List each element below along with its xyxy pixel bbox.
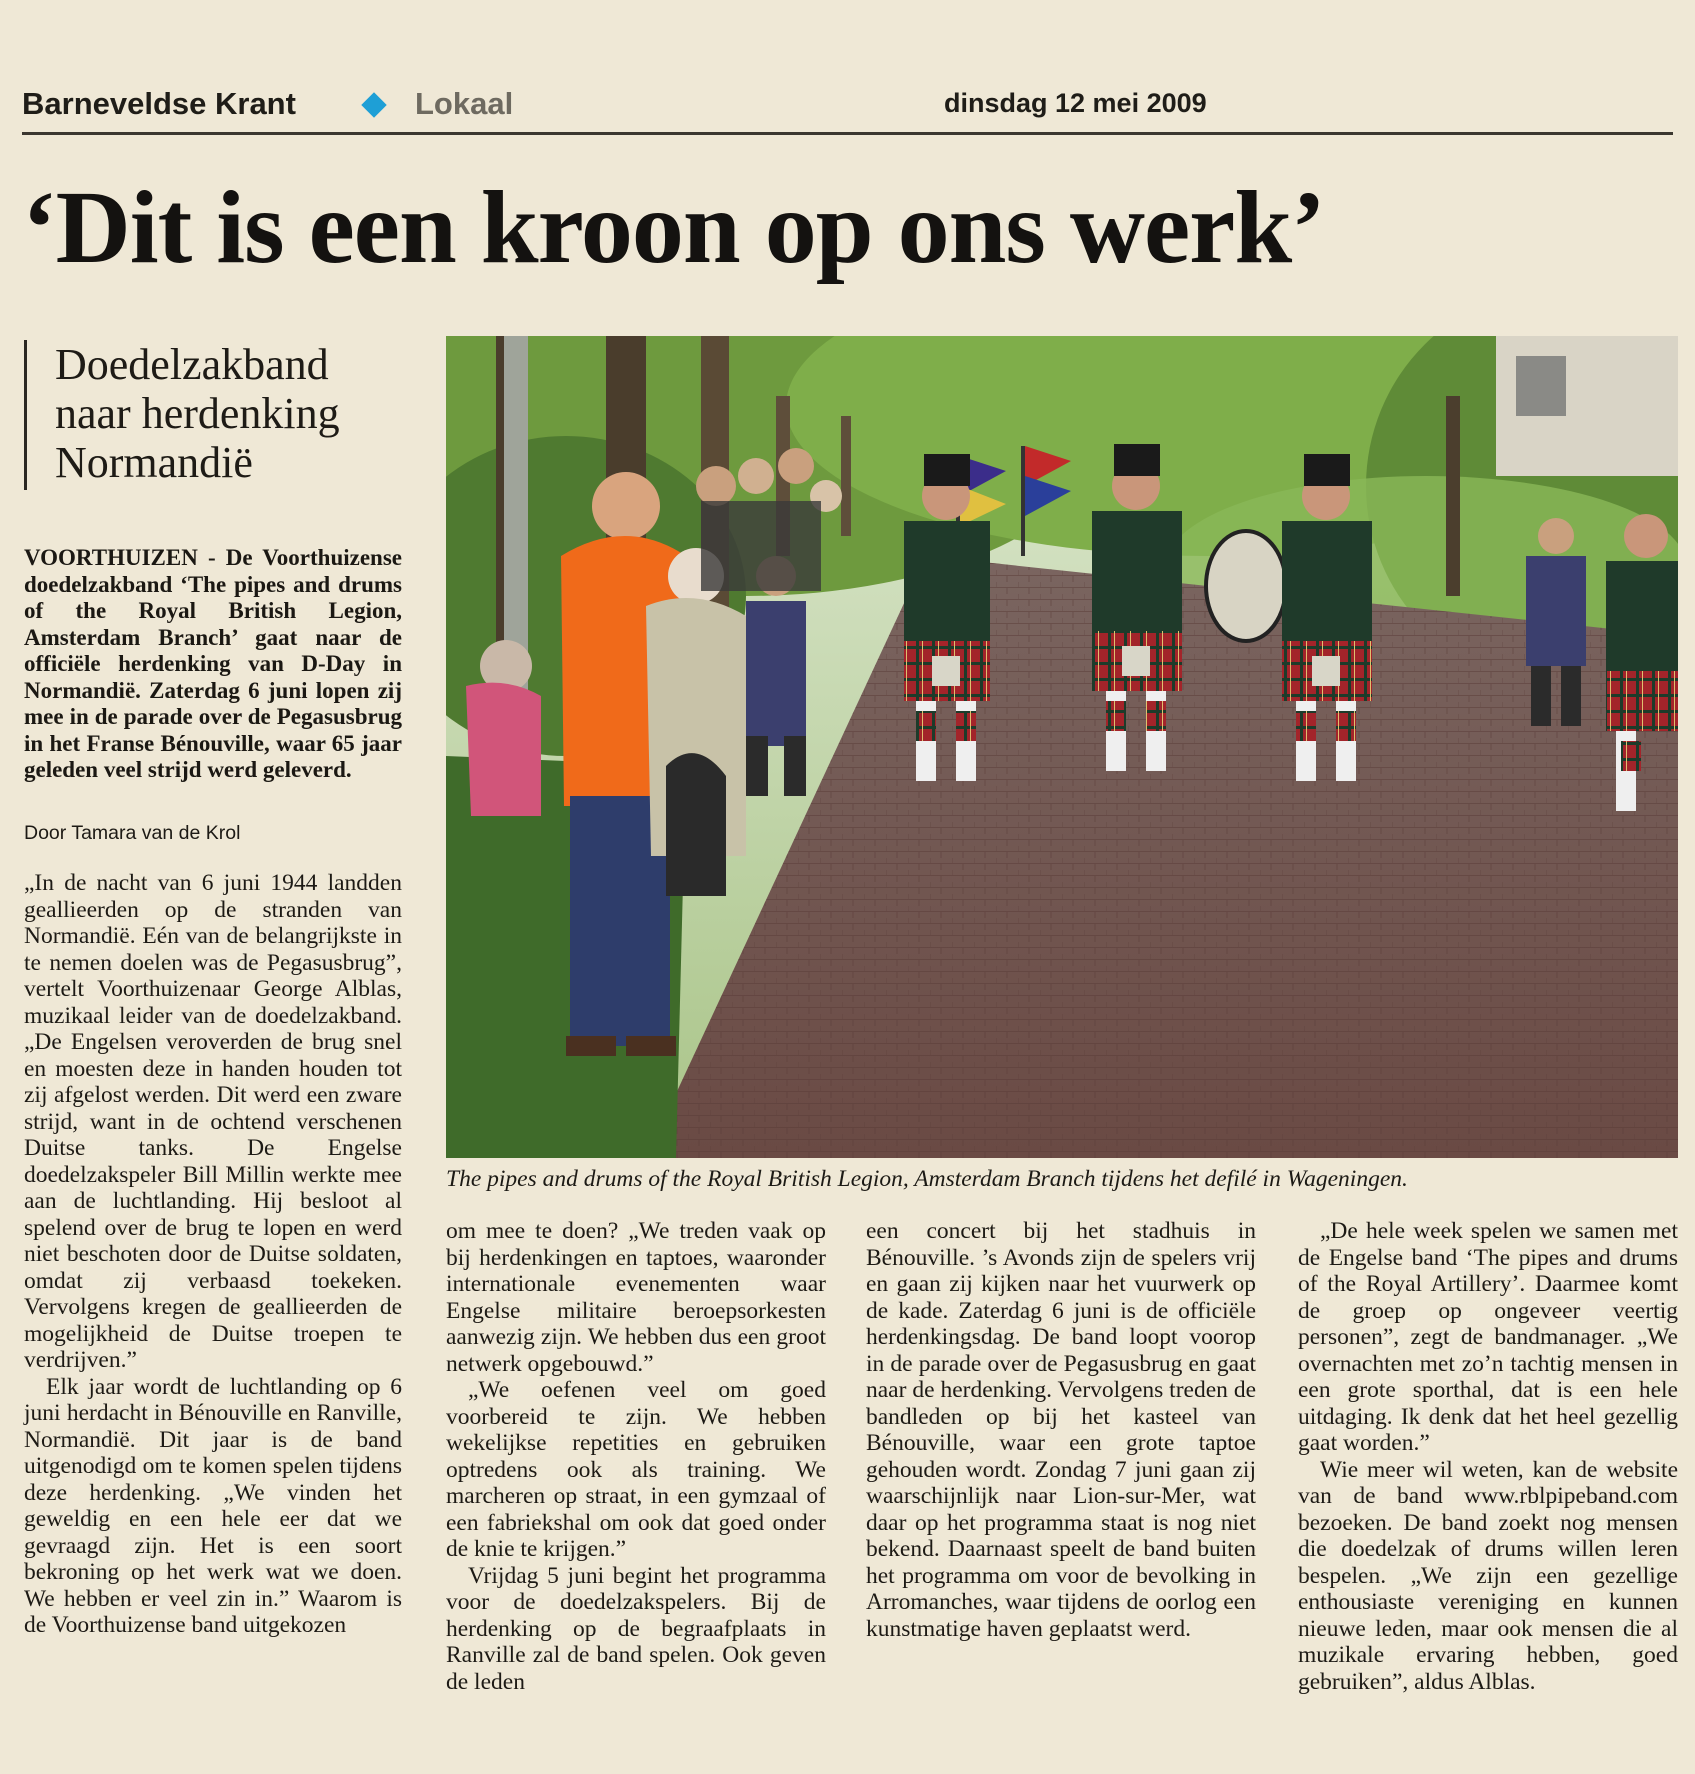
body-paragraph: „In de nacht van 6 juni 1944 landden geallieerden op de stranden van Normandië. Eén van de belangrijkste in te nemen doelen was de Pegasusbrug”, vertelt Voorthuizenaar George Alblas, muzikaal leider van de doedelzakband. „De Engelsen veroverden de brug snel en moesten deze in handen houden tot zij afgelost werden. Dit werd een zware strijd, want in de ochtend verschenen Duitse tanks. De Engelse doedelzakspeler Bill Millin werkte mee aan de luchtlanding. Hij besloot al spelend over de brug te lopen en werd niet beschoten door de Duitse soldaten, omdat zij verbaasd toekeken. Vervolgens kregen de geallieerden de mogelijkheid de Duitse troepen te verdrijven.” bbox=[24, 870, 402, 1373]
diamond-icon bbox=[361, 92, 386, 117]
byline: Door Tamara van de Krol bbox=[24, 822, 241, 844]
body-paragraph: „De hele week spelen we samen met de Engelse band ‘The pipes and drums of the Royal Artillery’. Daarmee komt de groep op ongeveer veertig personen”, zegt de bandmanager. „We overnachten met zo’n tachtig mensen in een grote sporthal, dat is een hele uitdaging. Ik denk dat het heel gezellig gaat worden.” bbox=[1298, 1218, 1678, 1456]
body-paragraph: Vrijdag 5 juni begint het programma voor de doedelzakspelers. Bij de herdenking op de begraafplaats in Ranville zal de band spelen. Ook geven de leden bbox=[446, 1562, 826, 1695]
body-paragraph: Wie meer wil weten, kan de website van de band www.rblpipeband.com bezoeken. De band zoekt nog mensen die doedelzak of drums willen leren bespelen. „We zijn een gezellige enthousiaste vereniging en kunnen nieuwe leden, maar ook mensen die al muzikale ervaring hebben, goed gebruiken”, aldus Alblas. bbox=[1298, 1456, 1678, 1695]
body-paragraph: om mee te doen? „We treden vaak op bij herdenkingen en taptoes, waaronder internationale evenementen waar Engelse militaire beroepsorkesten aanwezig zijn. We hebben dus een groot netwerk opgebouwd.” bbox=[446, 1218, 826, 1377]
body-column-3 bbox=[866, 1218, 1256, 1642]
body-paragraph: „We oefenen veel om goed voorbereid te zijn. We hebben wekelijkse repetities en gebruiken optredens ook als training. We marcheren op straat, in een gymzaal of een fabriekshal om ook dat goed onder de knie te krijgen.” bbox=[446, 1377, 826, 1562]
body-paragraph: een concert bij het stadhuis in Bénouville. ’s Avonds zijn de spelers vrij en gaan zij kijken naar het vuurwerk op de kade. Zaterdag 6 juni is de officiële herdenkingsdag. De band loopt voorop in de parade over de Pegasusbrug en gaat naar de herdenking. Vervolgens treden de bandleden op bij het kasteel van Bénouville, waar een grote taptoe gehouden wordt. Zondag 7 juni gaan zij waarschijnlijk naar Lion-sur-Mer, wat daar op het programma staat is nog niet bekend. Daarnaast speelt de band buiten het programma om voor de bevolking in Arromanches, waar tijdens de oorlog een kunstmatige haven geplaatst werd. bbox=[866, 1218, 1256, 1642]
section-label: Lokaal bbox=[415, 86, 514, 121]
newspaper-name: Barneveldse Krant bbox=[22, 86, 296, 121]
subheadline-line: Normandië bbox=[55, 438, 253, 487]
masthead-rule bbox=[22, 132, 1673, 135]
parade-photo bbox=[446, 336, 1678, 1158]
lead-paragraph: VOORTHUIZEN - De Voorthuizense doedelzakband ‘The pipes and drums of the Royal British Legion, Amsterdam Branch’ gaat naar de officiële herdenking van D-Day in Normandië. Zaterdag 6 juni lopen zij mee in de parade over de Pegasusbrug in het Franse Bénouville, waar 65 jaar geleden veel strijd werd geleverd. bbox=[24, 545, 402, 782]
body-column-2 bbox=[446, 1218, 826, 1695]
headline: ‘Dit is een kroon op ons werk’ bbox=[22, 170, 1325, 285]
body-paragraph: Elk jaar wordt de luchtlanding op 6 juni herdacht in Bénouville en Ranville, Normandië. Dit jaar is de band uitgenodigd om te komen spelen tijdens deze herdenking. „We vinden het geweldig en een hele eer dat we gevraagd zijn. Het is een soort bekroning op het werk wat we doen. We hebben er veel zin in.” Waarom is de Voorthuizense band uitgekozen bbox=[24, 1373, 402, 1638]
issue-date: dinsdag 12 mei 2009 bbox=[944, 88, 1207, 118]
body-column-1 bbox=[24, 870, 402, 1639]
subheadline bbox=[24, 340, 455, 490]
photo-caption: The pipes and drums of the Royal British Legion, Amsterdam Branch tijdens het defilé in Wageningen. bbox=[446, 1166, 1408, 1192]
body-column-4 bbox=[1298, 1218, 1678, 1695]
masthead bbox=[22, 86, 1207, 126]
subheadline-line: naar herdenking bbox=[55, 389, 340, 438]
subheadline-line: Doedelzakband bbox=[55, 340, 329, 389]
